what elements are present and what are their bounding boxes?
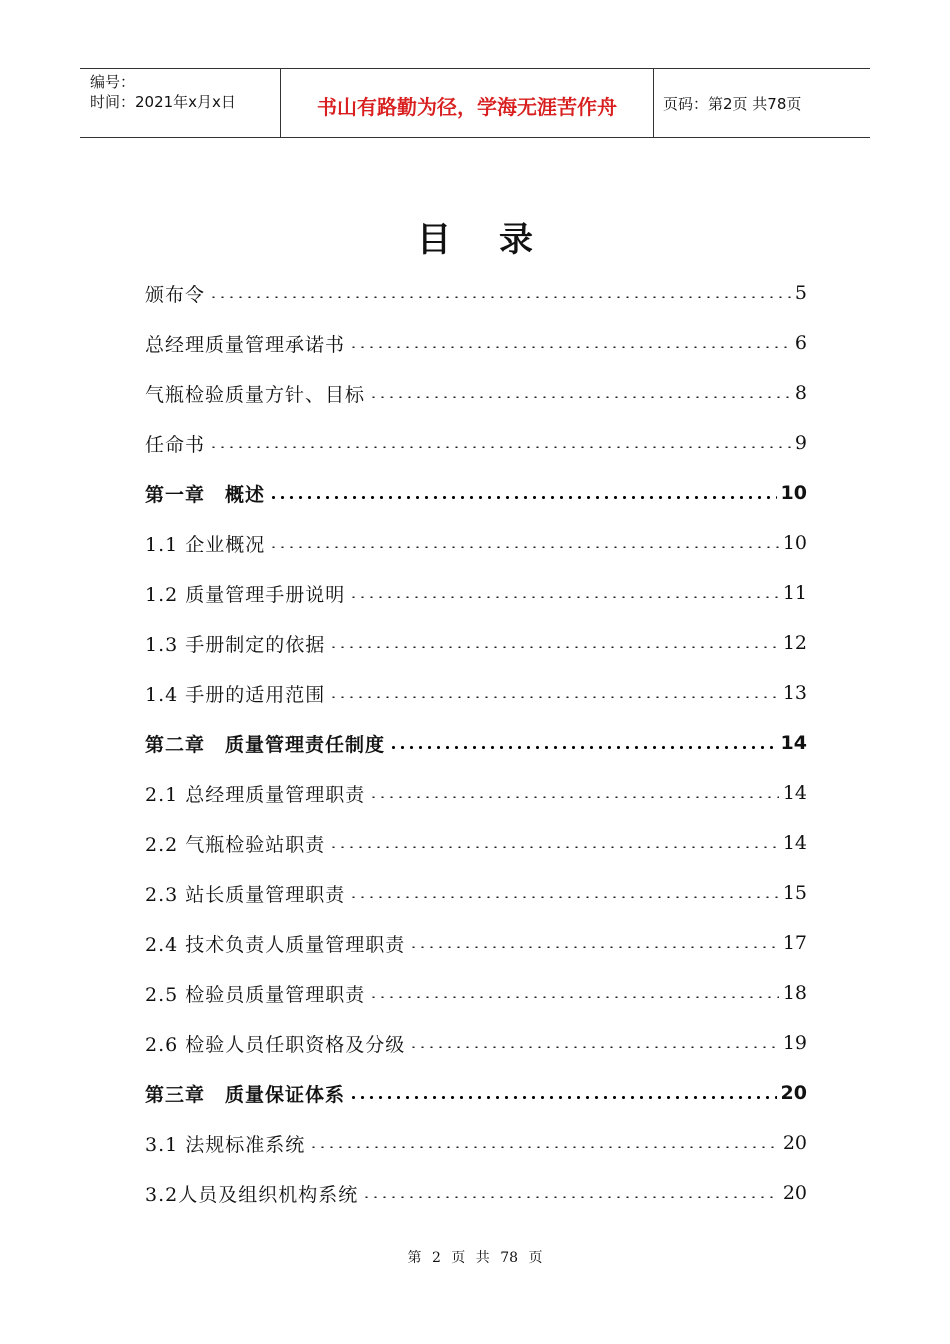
toc-entry-label: 1.4 手册的适用范围 <box>145 680 327 707</box>
toc-entry[interactable] <box>145 318 807 368</box>
toc-entry[interactable] <box>145 868 807 918</box>
toc-entry[interactable] <box>145 368 807 418</box>
toc-entry-label: 第一章 概述 <box>145 480 267 507</box>
table-of-contents <box>145 268 807 1218</box>
toc-entry-page-number: 14 <box>782 782 807 804</box>
toc-entry[interactable] <box>145 268 807 318</box>
toc-dot-leader <box>409 946 779 948</box>
toc-entry-label: 1.1 企业概况 <box>145 530 267 557</box>
toc-entry-label: 颁布令 <box>145 280 207 307</box>
toc-entry[interactable] <box>145 1118 807 1168</box>
toc-entry-label: 2.4 技术负责人质量管理职责 <box>145 930 407 957</box>
toc-dot-leader <box>349 1096 777 1099</box>
toc-entry-label: 3.2人员及组织机构系统 <box>145 1180 360 1207</box>
toc-entry-page-number: 12 <box>782 632 807 654</box>
toc-entry-label: 2.3 站长质量管理职责 <box>145 880 347 907</box>
toc-entry-page-number: 10 <box>780 482 807 504</box>
header-page-cell <box>653 69 870 137</box>
toc-entry-page-number: 19 <box>782 1032 807 1054</box>
toc-dot-leader <box>269 546 779 548</box>
toc-entry[interactable] <box>145 1168 807 1218</box>
toc-entry-page-number: 14 <box>780 732 807 754</box>
header-meta-cell <box>80 69 280 137</box>
toc-dot-leader <box>349 596 779 598</box>
toc-entry[interactable] <box>145 418 807 468</box>
toc-entry-page-number: 6 <box>794 332 807 354</box>
toc-dot-leader <box>209 296 791 298</box>
toc-dot-leader <box>209 446 791 448</box>
toc-entry-page-number: 17 <box>782 932 807 954</box>
toc-entry-page-number: 13 <box>782 682 807 704</box>
toc-dot-leader <box>329 646 779 648</box>
toc-entry[interactable] <box>145 1018 807 1068</box>
toc-dot-leader <box>269 496 777 499</box>
toc-entry-page-number: 20 <box>782 1182 807 1204</box>
toc-entry-page-number: 9 <box>794 432 807 454</box>
toc-entry-page-number: 18 <box>782 982 807 1004</box>
toc-dot-leader <box>329 696 779 698</box>
toc-entry-page-number: 20 <box>780 1082 807 1104</box>
header-page-info: 页码：第2页 共78页 <box>663 95 802 113</box>
toc-dot-leader <box>369 396 791 398</box>
toc-entry-label: 1.3 手册制定的依据 <box>145 630 327 657</box>
toc-entry[interactable] <box>145 818 807 868</box>
toc-entry-label: 2.5 检验员质量管理职责 <box>145 980 367 1007</box>
toc-entry-label: 第二章 质量管理责任制度 <box>145 730 387 757</box>
header-motto-cell <box>280 69 654 137</box>
page-footer: 第 2 页 共 78 页 <box>407 1250 543 1266</box>
toc-entry-page-number: 15 <box>782 882 807 904</box>
toc-entry-page-number: 10 <box>782 532 807 554</box>
toc-chapter-entry[interactable] <box>145 468 807 518</box>
toc-entry[interactable] <box>145 618 807 668</box>
toc-entry[interactable] <box>145 568 807 618</box>
toc-entry-page-number: 11 <box>782 582 807 604</box>
toc-dot-leader <box>389 746 777 749</box>
toc-dot-leader <box>369 996 779 998</box>
toc-dot-leader <box>349 896 779 898</box>
document-date: 时间：2021年x月x日 <box>90 93 236 111</box>
page-header <box>80 68 870 138</box>
toc-entry-label: 1.2 质量管理手册说明 <box>145 580 347 607</box>
toc-dot-leader <box>369 796 779 798</box>
toc-entry-label: 第三章 质量保证体系 <box>145 1080 347 1107</box>
toc-entry-page-number: 14 <box>782 832 807 854</box>
toc-entry-page-number: 8 <box>794 382 807 404</box>
toc-entry-label: 2.6 检验人员任职资格及分级 <box>145 1030 407 1057</box>
toc-entry[interactable] <box>145 668 807 718</box>
motto: 书山有路勤为径，学海无涯苦作舟 <box>317 95 617 119</box>
toc-entry[interactable] <box>145 768 807 818</box>
toc-dot-leader <box>362 1196 779 1198</box>
toc-chapter-entry[interactable] <box>145 1068 807 1118</box>
page-title: 目录 <box>417 220 581 260</box>
toc-entry-label: 3.1 法规标准系统 <box>145 1130 307 1157</box>
toc-entry-label: 气瓶检验质量方针、目标 <box>145 380 367 407</box>
toc-dot-leader <box>329 846 779 848</box>
toc-dot-leader <box>309 1146 779 1148</box>
toc-dot-leader <box>349 346 791 348</box>
toc-entry[interactable] <box>145 918 807 968</box>
toc-entry[interactable] <box>145 518 807 568</box>
toc-entry-label: 总经理质量管理承诺书 <box>145 330 347 357</box>
toc-chapter-entry[interactable] <box>145 718 807 768</box>
toc-entry-page-number: 20 <box>782 1132 807 1154</box>
toc-entry-label: 2.1 总经理质量管理职责 <box>145 780 367 807</box>
document-number: 编号： <box>90 73 136 91</box>
toc-dot-leader <box>409 1046 779 1048</box>
toc-entry-page-number: 5 <box>794 282 807 304</box>
toc-entry[interactable] <box>145 968 807 1018</box>
toc-entry-label: 任命书 <box>145 430 207 457</box>
toc-entry-label: 2.2 气瓶检验站职责 <box>145 830 327 857</box>
